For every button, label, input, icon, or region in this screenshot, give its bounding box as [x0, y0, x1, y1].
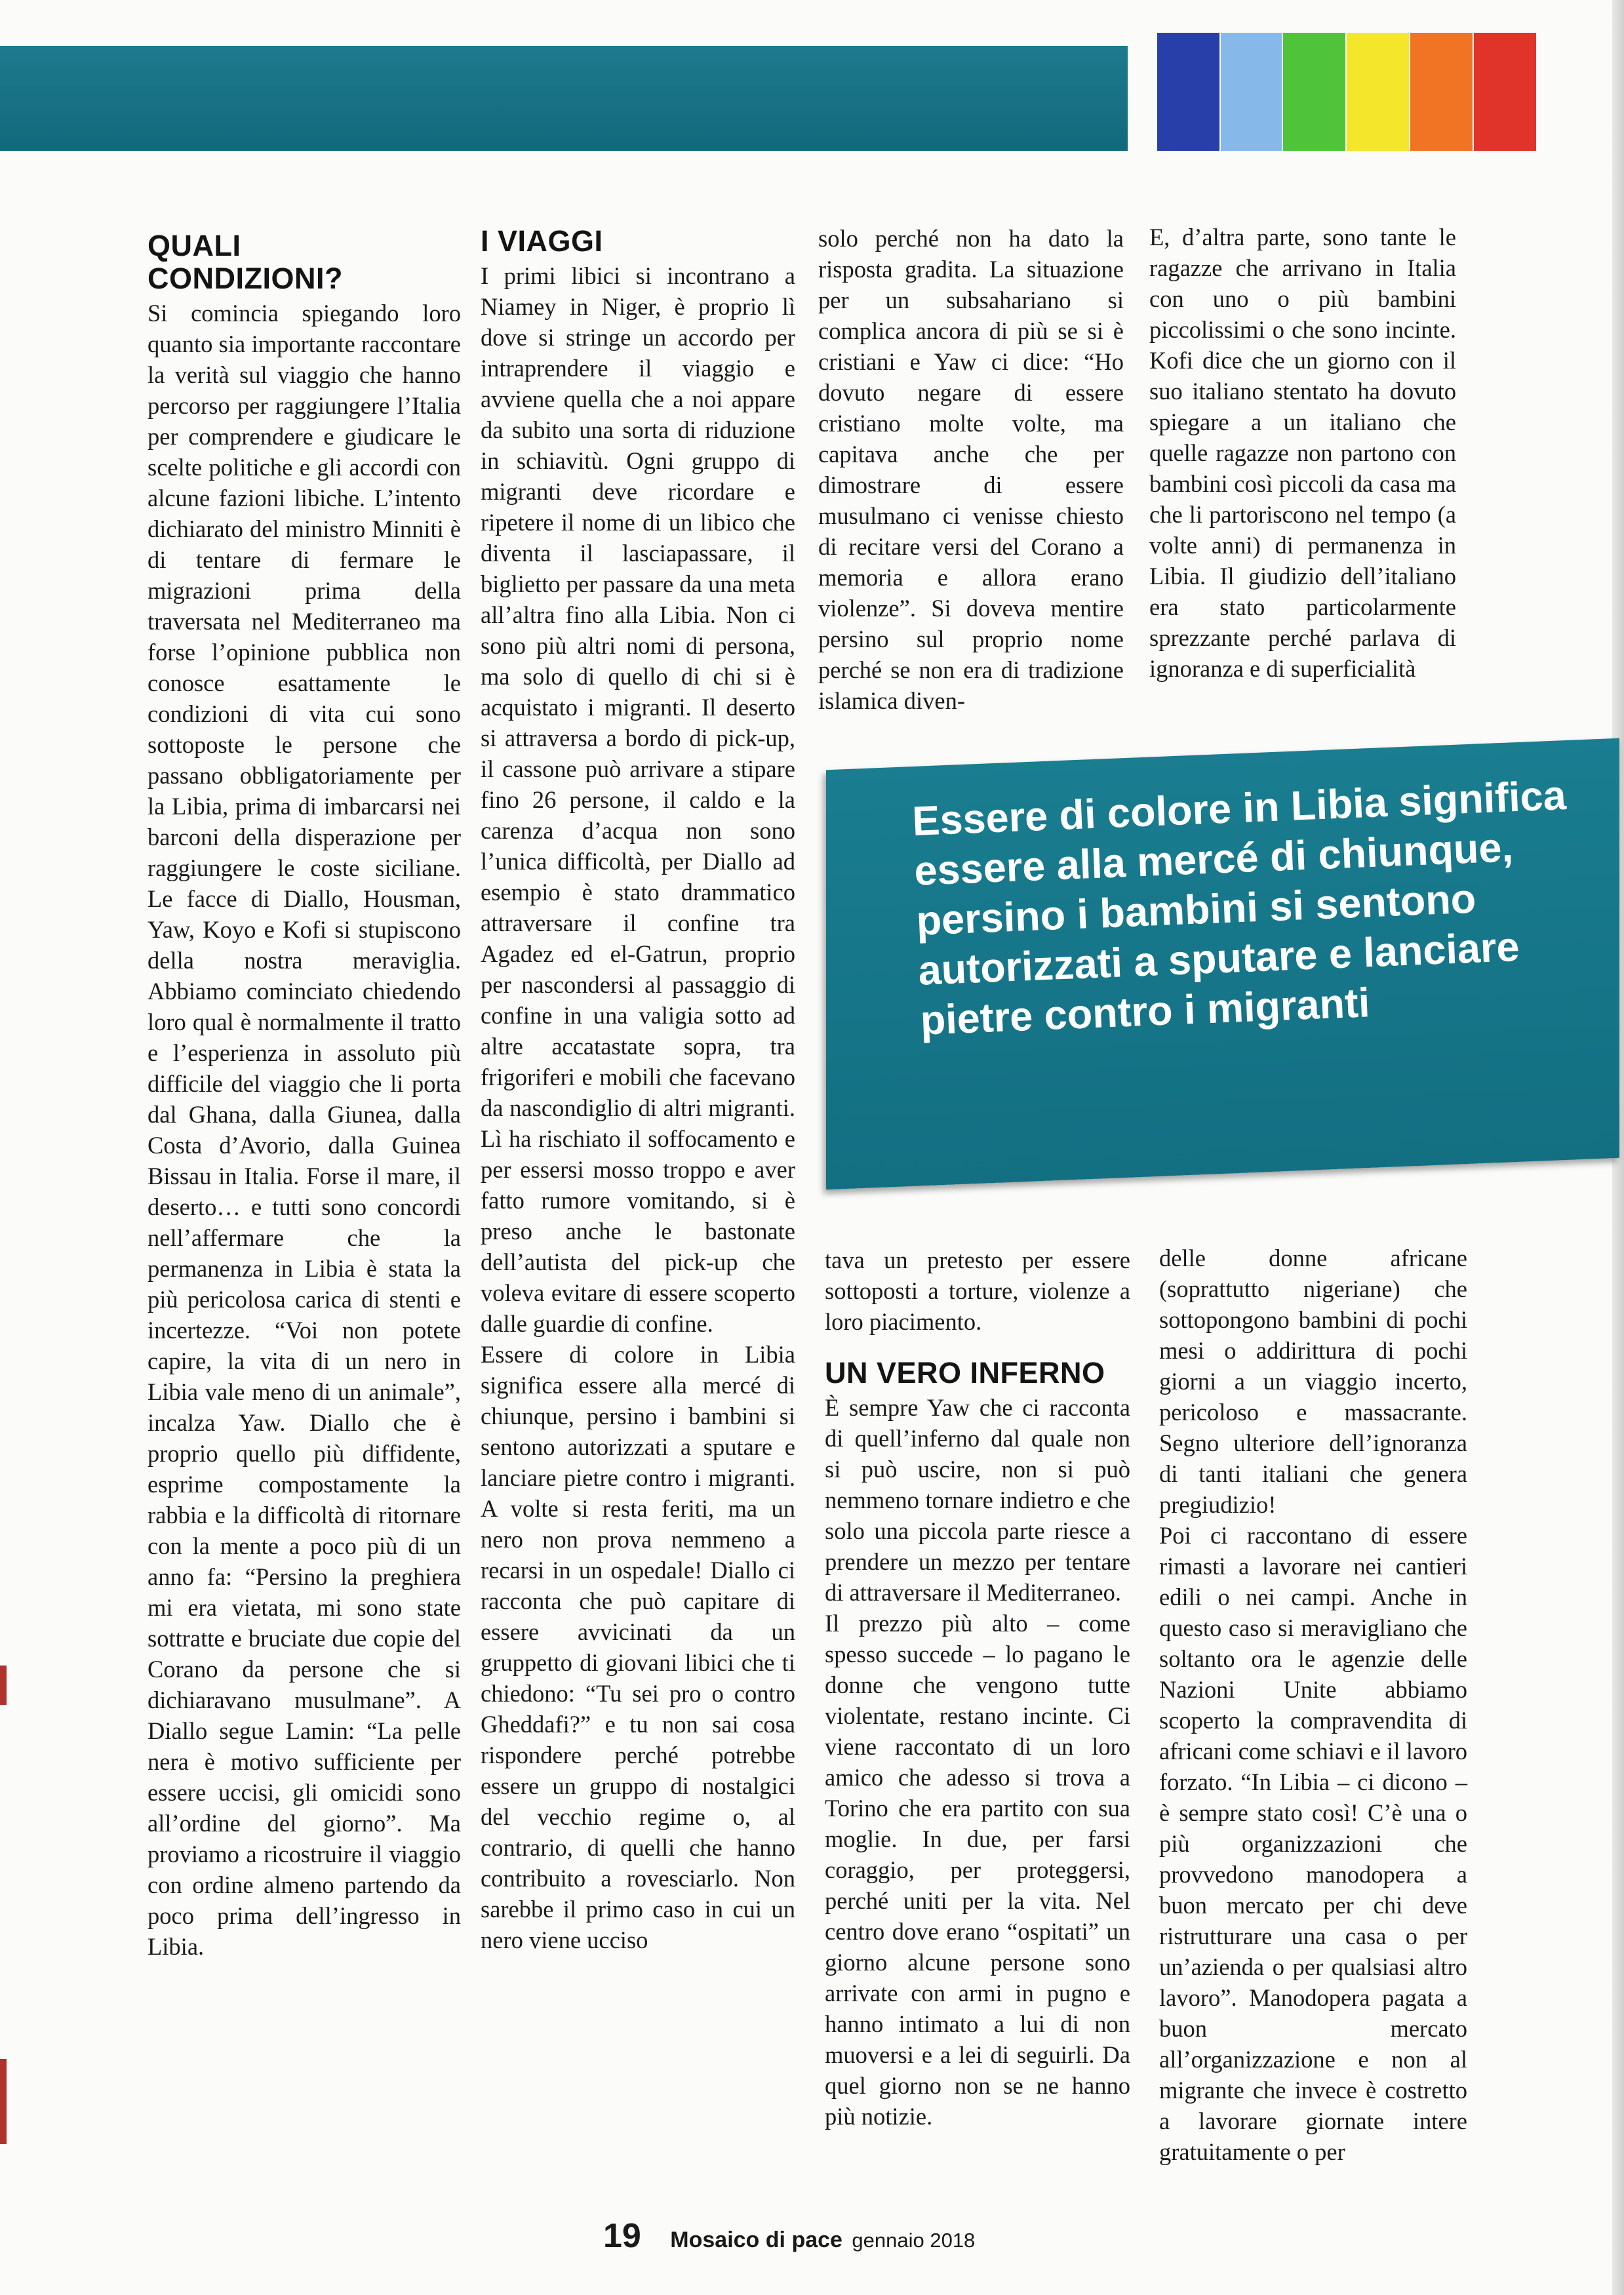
color-swatch-yellow	[1347, 33, 1409, 151]
body-text: Si comincia spiegando loro quanto sia importante raccontare la verità sul viaggio che hanno percorso per raggiungere l’Italia per comprendere e giudicare le scelte politiche e gli accordi con alcune fazioni libiche. L’intento dichiarato del ministro Minniti è di tentare di fermare le migrazioni prima della traversata nel Mediterraneo ma forse l’opinione pubblica non conosce esattamente le condizioni di vita cui sono sottoposte le persone che passano obbligatoriamente per la Libia, prima di imbarcarsi nei barconi della disperazione per raggiungere le coste siciliane. Le facce di Diallo, Housman, Yaw, Koyo e Kofi si stupiscono della nostra meraviglia. Abbiamo cominciato chiedendo loro qual è normalmente il tratto e l’esperienza in assoluto più difficile del viaggio che li porta dal Ghana, dalla Giunea, dalla Costa d’Avorio, dalla Guinea Bissau in Italia. Forse il mare, il deserto… e tutti sono concordi nell’affermare che la permanenza in Libia è stata la più pericolosa carica di stenti e incertezze. “Voi non potete capire, la vita di un nero in Libia vale meno di un animale”, incalza Yaw. Diallo che è proprio quello più diffidente, esprime compostamente la rabbia e la difficoltà di ritornare con la mente a poco più di un anno fa: “Persino la preghiera mi era vietata, mi sono state sottratte e bruciate due copie del Corano da persone che si dichiaravano musulmane”. A Diallo segue Lamin: “La pelle nera è motivo sufficiente per essere uccisi, gli omicidi sono all’ordine del giorno”. Ma proviamo a ricostruire il viaggio con ordine almeno partendo da poco prima dell’ingresso in Libia.	[148, 300, 461, 1960]
page-number: 19	[603, 2217, 641, 2255]
color-swatch-orange	[1410, 33, 1473, 151]
body-text: tava un pretesto per essere sottoposti a torture, violenze a loro piacimento.	[825, 1247, 1130, 1335]
issue-date: gennaio 2018	[852, 2229, 976, 2252]
pull-quote-text: Essere di colore in Libia significa essere alla mercé di chiunque, persino i bambini si sentono autorizzati a sputare e lanciare pietre contro i migranti	[911, 772, 1567, 1044]
article-column-4-lower	[1159, 1243, 1467, 2167]
magazine-name: Mosaico di pace	[670, 2227, 842, 2252]
section-heading-un-vero-inferno: UN VERO INFERNO	[825, 1356, 1105, 1389]
section-heading-quali-condizioni	[148, 230, 461, 295]
color-swatch-blue	[1157, 33, 1219, 151]
color-swatch-lightblue	[1221, 33, 1282, 151]
article-column-1	[148, 230, 461, 1962]
header-band	[0, 46, 1128, 151]
edge-mark	[0, 2059, 7, 2144]
article-column-2	[481, 225, 795, 1955]
body-text: Poi ci raccontano di essere rimasti a lavorare nei cantieri edili o nei campi. Anche in questo caso si meravigliano che soltanto ora le agenzie delle Nazioni Unite abbiamo scoperto la compravendita di africani come schiavi e il lavoro forzato. “In Libia – ci dicono – è sempre stato così! C’è una o più organizzazioni che provvedono manodopera a buon mercato per chi deve ristrutturare una casa o per un’azienda o per qualsiasi altro lavoro”. Manodopera pagata a buon mercato all’organizzazione e non al migrante che invece è costretto a lavorare giornate intere gratuitamente o per	[1159, 1522, 1467, 2165]
heading-line-1: QUALI	[148, 229, 241, 262]
edge-mark	[0, 1666, 7, 1705]
body-text: Essere di colore in Libia significa essere alla mercé di chiunque, persino i bambini si sentono autorizzati a sputare e lanciare pietre contro i migranti. A volte si resta feriti, ma un nero non prova nemmeno a recarsi in un ospedale! Diallo ci racconta che può capitare di essere avvicinati da un gruppetto di giovani libici che ti chiedono: “Tu sei pro o contro Gheddafi?” e tu non sai cosa rispondere perché potrebbe essere un gruppo di nostalgici del vecchio regime o, al contrario, di quelli che hanno contribuito a rovesciarlo. Non sarebbe il primo caso in cui un nero viene ucciso	[481, 1341, 795, 1953]
color-swatch-green	[1283, 33, 1345, 151]
article-column-3-upper	[818, 223, 1124, 716]
article-column-3-lower	[825, 1245, 1130, 2132]
color-swatch-red	[1474, 33, 1536, 151]
body-text: È sempre Yaw che ci racconta di quell’inferno dal quale non si può uscire, non si può nemmeno tornare indietro e che solo una piccola parte riesce a prendere un mezzo per tentare di attraversare il Mediterraneo.	[825, 1394, 1130, 1606]
section-heading-i-viaggi: I VIAGGI	[481, 224, 603, 258]
body-text: Il prezzo più alto – come spesso succede – lo pagano le donne che vengono tutte violentate, restano incinte. Ci viene raccontato di un loro amico che adesso si trova a Torino che era partito con sua moglie. In due, per farsi coraggio, per proteggersi, perché uniti per la vita. Nel centro dove erano “ospitati” un giorno alcune persone sono arrivate con armi in pugno e hanno intimato a lui di non muoversi e a lei di seguirli. Da quel giorno non se ne hanno più notizie.	[825, 1610, 1130, 2130]
body-text: solo perché non ha dato la risposta gradita. La situazione per un subsahariano si complica ancora di più se si è cristiani e Yaw ci dice: “Ho dovuto negare di essere cristiano molte volte, ma capitava anche che per dimostrare di essere musulmano ci venisse chiesto di recitare versi del Corano a memoria e allora erano violenze”. Si doveva mentire persino sul proprio nome perché se non era di tradizione islamica diven-	[818, 225, 1124, 714]
body-text: I primi libici si incontrano a Niamey in Niger, è proprio lì dove si stringe un accordo per intraprendere il viaggio e avviene quella che a noi appare da subito una sorta di riduzione in schiavitù. Ogni gruppo di migranti deve ricordare e ripetere il nome di un libico che diventa il lasciapassare, il biglietto per passare da una meta all’altra fino alla Libia. Non ci sono più altri nomi di persona, ma solo di quello di chi si è acquistato i migranti. Il deserto si attraversa a bordo di pick-up, il cassone può arrivare a stipare fino 26 persone, il caldo e la carenza d’acqua non sono l’unica difficoltà, per Diallo ad esempio è stato drammatico attraversare il confine tra Agadez ed el-Gatrun, proprio per nascondersi al passaggio di confine in una valigia sotto ad altre accatastate sopra, tra frigoriferi e mobili che facevano da nascondiglio di altri migranti. Lì ha rischiato il soffocamento e per essersi mosso troppo e aver fatto rumore vomitando, si è preso anche le bastonate dell’autista del pick-up che voleva evitare di essere scoperto dalle guardie di confine.	[481, 262, 795, 1337]
heading-line-2: CONDIZIONI?	[148, 262, 343, 295]
body-text: E, d’altra parte, sono tante le ragazze che arrivano in Italia con uno o più bambini piccolissimi o che sono incinte. Kofi dice che un giorno con il suo italiano stentato ha dovuto spiegare a un italiano che quelle ragazze non partono con bambini così piccoli da casa ma che li partoriscono nel tempo (a volte anni) di permanenza in Libia. Il giudizio dell’italiano era stato particolarmente sprezzante perché parlava di ignoranza e di superficialità	[1149, 224, 1456, 682]
article-column-4-upper	[1149, 222, 1456, 684]
page-footer	[603, 2216, 975, 2256]
body-text: delle donne africane (soprattutto nigeriane) che sottopongono bambini di pochi mesi o addirittura di pochi giorni a un viaggio incerto, pericoloso e massacrante. Segno ulteriore dell’ignoranza di tanti italiani che genera pregiudizio!	[1159, 1245, 1467, 1518]
